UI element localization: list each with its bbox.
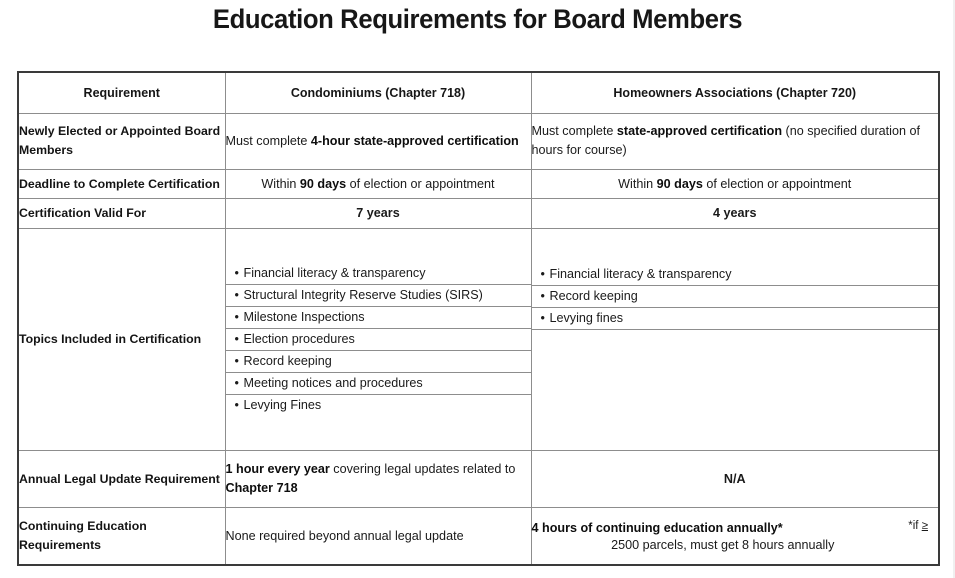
row-label-deadline: Deadline to Complete Certification (18, 170, 225, 199)
cell-valid-for-hoa: 4 years (531, 199, 939, 228)
row-label-continuing-education: Continuing Education Requirements (18, 508, 225, 565)
education-requirements-table (17, 71, 940, 566)
list-item-cell (226, 306, 531, 328)
bullet-icon: • (540, 310, 545, 325)
hoa-topics-list (532, 264, 939, 416)
cell-newly-elected-condo (225, 113, 531, 170)
list-item (226, 350, 531, 372)
list-item-filler (532, 329, 939, 415)
row-label-annual-legal-update: Annual Legal Update Requirement (18, 451, 225, 508)
text-fragment: Within (261, 176, 300, 191)
list-item-label: Milestone Inspections (243, 309, 365, 324)
list-item-label: Record keeping (243, 353, 332, 368)
bullet-icon: • (234, 265, 239, 280)
cell-continuing-ed-hoa (531, 508, 939, 565)
list-item-cell (532, 307, 939, 329)
text-emphasis: 4-hour state-approved certification (310, 133, 519, 148)
text-emphasis: state-approved certification (616, 124, 783, 139)
condo-topics-list (226, 263, 531, 416)
bullet-icon: • (234, 331, 239, 346)
list-item-label: Record keeping (549, 288, 638, 303)
cell-deadline-condo (225, 170, 531, 199)
table-row-annual-legal-update (18, 451, 939, 508)
text-fragment: (no specified duration of hours for course) (531, 124, 920, 158)
list-item (226, 306, 531, 328)
text-fragment: Must complete (531, 124, 617, 139)
page-title: Education Requirements for Board Members (212, 4, 743, 34)
list-item-label: Structural Integrity Reserve Studies (SIRS) (243, 287, 483, 302)
list-item (226, 284, 531, 306)
bullet-icon: • (540, 266, 545, 281)
table-row-newly-elected (18, 113, 939, 170)
list-item-label: Financial literacy & transparency (549, 266, 732, 281)
table-header-row (18, 72, 939, 113)
list-item-label: Financial literacy & transparency (243, 265, 426, 280)
table-row-certification-valid-for (18, 199, 939, 228)
list-item-label: Election procedures (243, 331, 355, 346)
list-filler-cell (532, 329, 939, 415)
column-header-condominiums: Condominiums (Chapter 718) (225, 72, 531, 113)
row-label-certification-valid-for: Certification Valid For (18, 199, 225, 228)
bullet-icon: • (234, 287, 239, 302)
list-item-label: Levying Fines (243, 397, 322, 412)
footnote-annotation (908, 520, 928, 532)
list-item-cell (532, 285, 939, 307)
text-fragment: Must complete (225, 133, 311, 148)
table-row-topics (18, 228, 939, 451)
list-item-cell (226, 350, 531, 372)
list-item (532, 285, 939, 307)
list-item (226, 328, 531, 350)
cell-newly-elected-hoa (531, 113, 939, 170)
text-fragment: of election or appointment (346, 176, 495, 191)
bullet-icon: • (234, 353, 239, 368)
text-fragment: covering legal updates related to (329, 462, 516, 477)
requirements-table-container (17, 71, 938, 566)
text-emphasis: 1 hour every year (225, 462, 330, 477)
cell-topics-hoa (531, 228, 939, 451)
greater-than-or-equal-icon: ≥ (921, 520, 928, 533)
list-item-cell (226, 328, 531, 350)
list-item (532, 307, 939, 329)
cell-topics-condo (225, 228, 531, 451)
continuing-ed-line-1: 4 hours of continuing education annually* (531, 520, 783, 535)
text-fragment: of election or appointment (702, 176, 852, 191)
cell-continuing-ed-condo: None required beyond annual legal update (225, 508, 531, 565)
list-item-label: Meeting notices and procedures (243, 375, 423, 390)
list-item-cell (532, 264, 939, 286)
list-item (532, 264, 939, 286)
list-item-label: Levying fines (549, 310, 624, 325)
list-item-cell (226, 372, 531, 394)
table-row-deadline (18, 170, 939, 199)
table-row-continuing-education (18, 508, 939, 565)
list-item-cell (226, 263, 531, 285)
bullet-icon: • (540, 288, 545, 303)
bullet-icon: • (234, 397, 239, 412)
list-item (226, 263, 531, 285)
continuing-ed-line-2: 2500 parcels, must get 8 hours annually (611, 537, 835, 552)
list-item (226, 372, 531, 394)
list-item-cell (226, 394, 531, 416)
list-item-cell (226, 284, 531, 306)
cell-annual-update-hoa: N/A (531, 451, 939, 508)
column-header-homeowners-associations: Homeowners Associations (Chapter 720) (531, 72, 939, 113)
row-label-newly-elected: Newly Elected or Appointed Board Members (18, 113, 225, 170)
text-fragment: Within (618, 176, 657, 191)
cell-valid-for-condo: 7 years (225, 199, 531, 228)
text-emphasis: 90 days (299, 176, 347, 191)
bullet-icon: • (234, 309, 239, 324)
text-emphasis: Chapter 718 (225, 481, 298, 496)
column-header-requirement: Requirement (18, 72, 225, 113)
row-label-topics: Topics Included in Certification (18, 228, 225, 451)
cell-deadline-hoa (531, 170, 939, 199)
bullet-icon: • (234, 375, 239, 390)
footnote-prefix: *if (908, 520, 922, 533)
cell-annual-update-condo (225, 451, 531, 508)
text-emphasis: 90 days (656, 176, 703, 191)
list-item (226, 394, 531, 416)
